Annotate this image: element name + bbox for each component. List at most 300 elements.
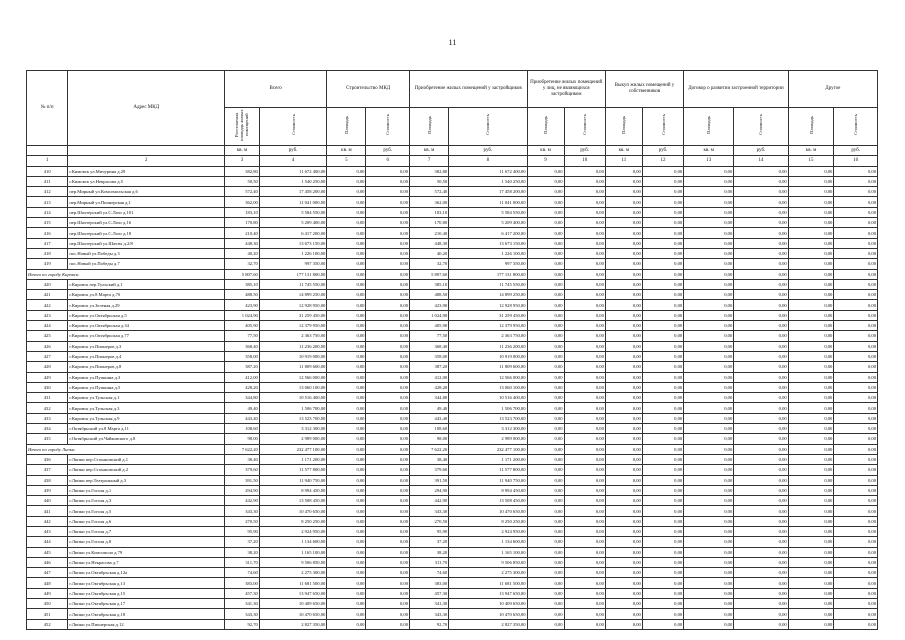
developer-cost-cell: 13 947 650,00	[449, 588, 527, 598]
total-area-cell: 368,40	[225, 341, 260, 351]
zero-value-cell: 0,00	[642, 609, 683, 619]
zero-value-cell: 0,00	[734, 557, 788, 567]
developer-area-cell: 40,20	[410, 248, 449, 258]
zero-value-cell: 0,00	[642, 434, 683, 444]
zero-value-cell: 0,00	[834, 465, 878, 475]
zero-value-cell: 0,00	[642, 269, 683, 279]
developer-cost-cell: 1 134 600,00	[449, 537, 527, 547]
zero-value-cell: 0,00	[527, 557, 564, 567]
table-row	[27, 424, 878, 434]
construction-cost-cell: 0,00	[366, 424, 410, 434]
zero-value-cell: 0,00	[564, 516, 605, 526]
zero-value-cell: 0,00	[684, 413, 734, 423]
construction-area-cell: 0,00	[327, 341, 366, 351]
developer-cost-cell: 2 827 350,00	[449, 619, 527, 629]
zero-value-cell: 0,00	[834, 259, 878, 269]
zero-value-cell: 0,00	[788, 578, 834, 588]
developer-area-cell: 379,60	[410, 465, 449, 475]
total-area-cell: 382,80	[225, 166, 260, 176]
zero-value-cell: 0,00	[642, 341, 683, 351]
zero-value-cell: 0,00	[605, 187, 642, 197]
zero-value-cell: 0,00	[684, 218, 734, 228]
address-cell: г.Липки ул.Гоголя д.8	[68, 537, 225, 547]
zero-value-cell: 0,00	[642, 331, 683, 341]
developer-cost-cell: 1 226 100,00	[449, 248, 527, 258]
address-cell: г.Липки пер.Стахановский д.2	[68, 465, 225, 475]
zero-value-cell: 0,00	[834, 599, 878, 609]
zero-value-cell: 0,00	[734, 599, 788, 609]
row-number: 432	[27, 403, 68, 413]
developer-area-cell: 387,20	[410, 362, 449, 372]
developer-cost-cell: 9 506 850,00	[449, 557, 527, 567]
row-number: 431	[27, 393, 68, 403]
header-group-total: Всего	[225, 71, 327, 108]
zero-value-cell: 0,00	[564, 238, 605, 248]
row-number: 445	[27, 547, 68, 557]
zero-value-cell: 0,00	[684, 547, 734, 557]
total-area-cell: 423,90	[225, 300, 260, 310]
zero-value-cell: 0,00	[834, 496, 878, 506]
row-number: 447	[27, 568, 68, 578]
construction-cost-cell: 0,00	[366, 516, 410, 526]
total-cost-cell: 13 947 650,00	[259, 588, 326, 598]
unit-cell: кв. м	[327, 146, 366, 156]
zero-value-cell: 0,00	[788, 197, 834, 207]
subtotal-label: Итого по городу Липки:	[27, 444, 225, 454]
construction-cost-cell: 0,00	[366, 537, 410, 547]
zero-value-cell: 0,00	[642, 187, 683, 197]
zero-value-cell: 0,00	[527, 465, 564, 475]
construction-cost-cell: 0,00	[366, 557, 410, 567]
zero-value-cell: 0,00	[788, 238, 834, 248]
table-row	[27, 290, 878, 300]
zero-value-cell: 0,00	[684, 537, 734, 547]
construction-area-cell: 0,00	[327, 248, 366, 258]
zero-value-cell: 0,00	[684, 588, 734, 598]
zero-value-cell: 0,00	[834, 485, 878, 495]
zero-value-cell: 0,00	[605, 557, 642, 567]
total-cost-cell: 11 577 800,00	[259, 465, 326, 475]
construction-area-cell: 0,00	[327, 228, 366, 238]
unit-cell: руб.	[564, 146, 605, 156]
zero-value-cell: 0,00	[642, 588, 683, 598]
table-row	[27, 187, 878, 197]
table-row	[27, 393, 878, 403]
zero-value-cell: 0,00	[605, 454, 642, 464]
total-area-cell: 311,70	[225, 557, 260, 567]
zero-value-cell: 0,00	[734, 434, 788, 444]
zero-value-cell: 0,00	[734, 351, 788, 361]
zero-value-cell: 0,00	[527, 238, 564, 248]
zero-value-cell: 0,00	[834, 424, 878, 434]
zero-value-cell: 0,00	[788, 382, 834, 392]
header-row-groups	[27, 71, 878, 108]
zero-value-cell: 0,00	[527, 568, 564, 578]
construction-area-cell: 0,00	[327, 485, 366, 495]
developer-area-cell: 412,00	[410, 372, 449, 382]
zero-value-cell: 0,00	[684, 496, 734, 506]
column-number: 11	[605, 156, 642, 166]
zero-value-cell: 0,00	[834, 269, 878, 279]
zero-value-cell: 0,00	[834, 568, 878, 578]
zero-value-cell: 0,00	[564, 557, 605, 567]
developer-area-cell: 92,70	[410, 619, 449, 629]
developer-area-cell: 405,90	[410, 321, 449, 331]
developer-area-cell: 210,40	[410, 228, 449, 238]
total-area-cell: 379,60	[225, 465, 260, 475]
zero-value-cell: 0,00	[788, 341, 834, 351]
zero-value-cell: 0,00	[684, 279, 734, 289]
zero-value-cell: 0,00	[564, 599, 605, 609]
zero-value-cell: 0,00	[564, 321, 605, 331]
zero-value-cell: 0,00	[527, 393, 564, 403]
address-cell: г.Кировск пер.Тульский д.1	[68, 279, 225, 289]
zero-value-cell: 0,00	[642, 362, 683, 372]
construction-cost-cell: 0,00	[366, 434, 410, 444]
construction-area-cell: 0,00	[327, 475, 366, 485]
developer-area-cell: 50,50	[410, 176, 449, 186]
row-number: 446	[27, 557, 68, 567]
zero-value-cell: 0,00	[605, 341, 642, 351]
zero-value-cell: 0,00	[788, 434, 834, 444]
construction-cost-cell: 0,00	[366, 331, 410, 341]
zero-value-cell: 0,00	[605, 537, 642, 547]
developer-area-cell: 344,80	[410, 393, 449, 403]
developer-area-cell: 1 024,90	[410, 310, 449, 320]
zero-value-cell: 0,00	[642, 568, 683, 578]
developer-area-cell: 343,30	[410, 609, 449, 619]
zero-value-cell: 0,00	[834, 619, 878, 629]
developer-area-cell: 38,40	[410, 454, 449, 464]
resettlement-table	[26, 70, 878, 630]
header-cost: Стоимость	[642, 108, 683, 146]
row-number: 436	[27, 454, 68, 464]
construction-area-cell: 0,00	[327, 372, 366, 382]
zero-value-cell: 0,00	[642, 537, 683, 547]
zero-value-cell: 0,00	[642, 300, 683, 310]
developer-cost-cell: 13 060 100,00	[449, 382, 527, 392]
zero-value-cell: 0,00	[527, 341, 564, 351]
table-row	[27, 568, 878, 578]
developer-area-cell: 294,90	[410, 485, 449, 495]
zero-value-cell: 0,00	[605, 259, 642, 269]
construction-area-cell: 0,00	[327, 362, 366, 372]
zero-value-cell: 0,00	[527, 197, 564, 207]
construction-cost-cell: 0,00	[366, 465, 410, 475]
table-row	[27, 310, 878, 320]
zero-value-cell: 0,00	[834, 279, 878, 289]
zero-value-cell: 0,00	[564, 362, 605, 372]
zero-value-cell: 0,00	[564, 424, 605, 434]
header-area: Площадь	[684, 108, 734, 146]
zero-value-cell: 0,00	[527, 259, 564, 269]
unit-cell: кв. м	[527, 146, 564, 156]
construction-area-cell: 0,00	[327, 568, 366, 578]
zero-value-cell: 0,00	[834, 588, 878, 598]
developer-cost-cell: 232 477 100,00	[449, 444, 527, 454]
total-area-cell: 488,50	[225, 290, 260, 300]
table-row	[27, 547, 878, 557]
zero-value-cell: 0,00	[527, 526, 564, 536]
total-area-cell: 270,50	[225, 516, 260, 526]
developer-area-cell: 343,30	[410, 506, 449, 516]
zero-value-cell: 0,00	[734, 568, 788, 578]
zero-value-cell: 0,00	[734, 362, 788, 372]
zero-value-cell: 0,00	[527, 413, 564, 423]
row-number: 452	[27, 619, 68, 629]
developer-area-cell: 108,60	[410, 424, 449, 434]
zero-value-cell: 0,00	[788, 248, 834, 258]
row-number: 441	[27, 506, 68, 516]
row-number: 423	[27, 310, 68, 320]
zero-value-cell: 0,00	[642, 496, 683, 506]
zero-value-cell: 0,00	[564, 197, 605, 207]
address-cell: г.Липки ул.Гоголя д.3	[68, 496, 225, 506]
total-area-cell: 170,80	[225, 218, 260, 228]
address-cell: пер.Мирный ул.Комсомольская д.6	[68, 187, 225, 197]
table-row	[27, 403, 878, 413]
zero-value-cell: 0,00	[684, 341, 734, 351]
zero-value-cell: 0,00	[642, 207, 683, 217]
zero-value-cell: 0,00	[564, 341, 605, 351]
construction-cost-cell: 0,00	[366, 578, 410, 588]
subtotal-row	[27, 444, 878, 454]
address-cell: пер.Шахтерский ул.Шахты д.2/8	[68, 238, 225, 248]
total-area-cell: 92,70	[225, 619, 260, 629]
developer-cost-cell: 177 131 800,00	[449, 269, 527, 279]
unit-cell: руб.	[834, 146, 878, 156]
construction-cost-cell: 0,00	[366, 475, 410, 485]
header-resettled-area: Расселяемая площадь жилых помещений	[225, 108, 260, 146]
table-row	[27, 609, 878, 619]
zero-value-cell: 0,00	[564, 588, 605, 598]
address-cell: г.Кировск ул.Зеленая д.29	[68, 300, 225, 310]
total-cost-cell: 2 275 300,00	[259, 568, 326, 578]
developer-area-cell: 32,70	[410, 259, 449, 269]
address-cell: г.Липки ул.Гоголя д.1	[68, 485, 225, 495]
table-row	[27, 207, 878, 217]
construction-cost-cell: 0,00	[366, 619, 410, 629]
construction-area-cell: 0,00	[327, 413, 366, 423]
construction-cost-cell: 0,00	[366, 290, 410, 300]
zero-value-cell: 0,00	[734, 424, 788, 434]
table-row	[27, 362, 878, 372]
zero-value-cell: 0,00	[605, 506, 642, 516]
total-cost-cell: 13 673 150,00	[259, 238, 326, 248]
zero-value-cell: 0,00	[527, 619, 564, 629]
row-number: 412	[27, 187, 68, 197]
developer-cost-cell: 10 516 400,00	[449, 393, 527, 403]
zero-value-cell: 0,00	[605, 496, 642, 506]
column-number: 12	[642, 156, 683, 166]
zero-value-cell: 0,00	[788, 413, 834, 423]
header-group-development-agreement: Договор о развитии застроенной территории	[684, 71, 788, 108]
zero-value-cell: 0,00	[734, 259, 788, 269]
address-cell: пер.Шахтерский ул.С.Лазо д.101	[68, 207, 225, 217]
total-area-cell: 1 024,90	[225, 310, 260, 320]
row-number: 442	[27, 516, 68, 526]
zero-value-cell: 0,00	[788, 526, 834, 536]
total-area-cell: 98,00	[225, 434, 260, 444]
table-row	[27, 578, 878, 588]
construction-area-cell: 0,00	[327, 207, 366, 217]
zero-value-cell: 0,00	[642, 516, 683, 526]
units-row	[27, 146, 878, 156]
zero-value-cell: 0,00	[684, 290, 734, 300]
table-row	[27, 454, 878, 464]
address-cell: г.Липки ул.Гоголя д.6	[68, 516, 225, 526]
zero-value-cell: 0,00	[684, 599, 734, 609]
zero-value-cell: 0,00	[605, 331, 642, 341]
construction-area-cell: 0,00	[327, 465, 366, 475]
address-cell: г.Кировск ул.Пионеров д.4	[68, 351, 225, 361]
total-area-cell: 358,00	[225, 351, 260, 361]
construction-cost-cell: 0,00	[366, 310, 410, 320]
header-area: Площадь	[605, 108, 642, 146]
total-cost-cell: 1 226 100,00	[259, 248, 326, 258]
table-row	[27, 599, 878, 609]
zero-value-cell: 0,00	[834, 434, 878, 444]
header-cost: Стоимость	[834, 108, 878, 146]
zero-value-cell: 0,00	[684, 393, 734, 403]
zero-value-cell: 0,00	[834, 475, 878, 485]
developer-cost-cell: 2 989 000,00	[449, 434, 527, 444]
zero-value-cell: 0,00	[527, 599, 564, 609]
total-cost-cell: 12 379 950,00	[259, 321, 326, 331]
zero-value-cell: 0,00	[684, 372, 734, 382]
address-cell: г.Кировск ул.Тульская д.9	[68, 413, 225, 423]
developer-cost-cell: 1 506 700,00	[449, 403, 527, 413]
zero-value-cell: 0,00	[734, 382, 788, 392]
table-row	[27, 516, 878, 526]
zero-value-cell: 0,00	[564, 166, 605, 176]
zero-value-cell: 0,00	[834, 413, 878, 423]
zero-value-cell: 0,00	[527, 218, 564, 228]
zero-value-cell: 0,00	[527, 547, 564, 557]
address-cell: г.Кировск ул.Пионеров д.3	[68, 341, 225, 351]
total-cost-cell: 12 566 000,00	[259, 372, 326, 382]
zero-value-cell: 0,00	[605, 547, 642, 557]
zero-value-cell: 0,00	[734, 341, 788, 351]
header-area: Площадь	[527, 108, 564, 146]
construction-cost-cell: 0,00	[366, 197, 410, 207]
address-cell: пер.Шахтерский ул.С.Лазо д.16	[68, 218, 225, 228]
zero-value-cell: 0,00	[642, 166, 683, 176]
developer-cost-cell: 17 458 200,00	[449, 187, 527, 197]
developer-area-cell: 38,20	[410, 547, 449, 557]
developer-cost-cell: 12 928 950,00	[449, 300, 527, 310]
zero-value-cell: 0,00	[527, 424, 564, 434]
developer-cost-cell: 5 584 550,00	[449, 207, 527, 217]
table-row	[27, 526, 878, 536]
unit-cell: руб.	[366, 146, 410, 156]
zero-value-cell: 0,00	[564, 609, 605, 619]
developer-area-cell: 95,90	[410, 526, 449, 536]
zero-value-cell: 0,00	[564, 413, 605, 423]
zero-value-cell: 0,00	[564, 547, 605, 557]
table-row	[27, 341, 878, 351]
construction-area-cell: 0,00	[327, 547, 366, 557]
zero-value-cell: 0,00	[564, 248, 605, 258]
total-cost-cell: 2 989 000,00	[259, 434, 326, 444]
zero-value-cell: 0,00	[684, 557, 734, 567]
header-cost: Стоимость	[449, 108, 527, 146]
zero-value-cell: 0,00	[684, 516, 734, 526]
developer-area-cell: 183,10	[410, 207, 449, 217]
total-cost-cell: 177 131 800,00	[259, 269, 326, 279]
zero-value-cell: 0,00	[684, 300, 734, 310]
column-number: 13	[684, 156, 734, 166]
zero-value-cell: 0,00	[527, 176, 564, 186]
construction-cost-cell: 0,00	[366, 238, 410, 248]
header-num: № п/п	[27, 71, 68, 146]
construction-area-cell: 0,00	[327, 238, 366, 248]
zero-value-cell: 0,00	[564, 485, 605, 495]
construction-cost-cell: 0,00	[366, 187, 410, 197]
total-cost-cell: 8 250 250,00	[259, 516, 326, 526]
developer-cost-cell: 11 681 500,00	[449, 578, 527, 588]
table-row	[27, 537, 878, 547]
zero-value-cell: 0,00	[605, 248, 642, 258]
zero-value-cell: 0,00	[564, 331, 605, 341]
total-cost-cell: 10 470 650,00	[259, 609, 326, 619]
zero-value-cell: 0,00	[834, 228, 878, 238]
zero-value-cell: 0,00	[564, 434, 605, 444]
row-number: 417	[27, 238, 68, 248]
zero-value-cell: 0,00	[527, 187, 564, 197]
developer-cost-cell: 8 994 450,00	[449, 485, 527, 495]
zero-value-cell: 0,00	[788, 424, 834, 434]
zero-value-cell: 0,00	[564, 218, 605, 228]
total-cost-cell: 9 506 850,00	[259, 557, 326, 567]
column-number: 8	[449, 156, 527, 166]
construction-area-cell: 0,00	[327, 588, 366, 598]
total-area-cell: 74,60	[225, 568, 260, 578]
zero-value-cell: 0,00	[684, 310, 734, 320]
construction-area-cell: 0,00	[327, 176, 366, 186]
zero-value-cell: 0,00	[684, 362, 734, 372]
column-number: 10	[564, 156, 605, 166]
header-group-buyout: Выкуп жилых помещений у собственников	[605, 71, 683, 108]
total-area-cell: 457,30	[225, 588, 260, 598]
address-cell: пос.Новый ул.Победы д.7	[68, 259, 225, 269]
total-cost-cell: 11 745 550,00	[259, 279, 326, 289]
table-row	[27, 434, 878, 444]
developer-area-cell: 423,90	[410, 300, 449, 310]
row-number: 440	[27, 496, 68, 506]
header-area: Площадь	[327, 108, 366, 146]
zero-value-cell: 0,00	[605, 238, 642, 248]
total-cost-cell: 11 940 750,00	[259, 475, 326, 485]
zero-value-cell: 0,00	[684, 238, 734, 248]
zero-value-cell: 0,00	[642, 218, 683, 228]
zero-value-cell: 0,00	[788, 599, 834, 609]
zero-value-cell: 0,00	[642, 290, 683, 300]
address-cell: г.Октябрьский ул.Чайковского д.8	[68, 434, 225, 444]
total-area-cell: 391,50	[225, 475, 260, 485]
zero-value-cell: 0,00	[788, 269, 834, 279]
zero-value-cell: 0,00	[564, 259, 605, 269]
construction-area-cell: 0,00	[327, 578, 366, 588]
construction-area-cell: 0,00	[327, 310, 366, 320]
zero-value-cell: 0,00	[684, 526, 734, 536]
column-number: 4	[259, 156, 326, 166]
zero-value-cell: 0,00	[734, 238, 788, 248]
table-row	[27, 228, 878, 238]
row-number: 429	[27, 372, 68, 382]
zero-value-cell: 0,00	[564, 351, 605, 361]
table-row	[27, 300, 878, 310]
